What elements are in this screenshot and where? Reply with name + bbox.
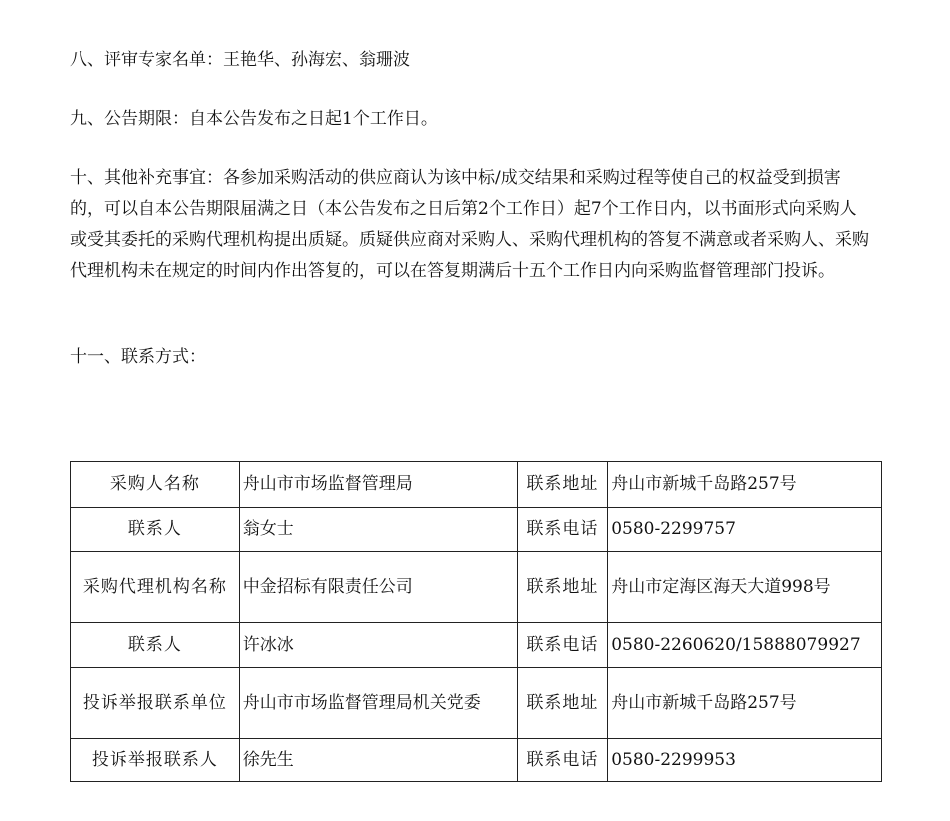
table-row <box>71 739 882 782</box>
table-row <box>71 462 882 508</box>
agency-contact-label: 联系人 <box>71 623 240 668</box>
purchaser-name-label: 采购人名称 <box>71 462 240 508</box>
complaint-phone-label: 联系电话 <box>517 739 608 782</box>
complaint-unit-label: 投诉举报联系单位 <box>71 668 240 739</box>
table-row <box>71 623 882 668</box>
purchaser-contact-value: 翁女士 <box>239 508 517 552</box>
complaint-unit-value: 舟山市市场监督管理局机关党委 <box>239 668 517 739</box>
experts-paragraph: 八、评审专家名单：王艳华、孙海宏、翁珊波 <box>70 50 410 70</box>
purchaser-phone-value: 0580-2299757 <box>608 508 882 552</box>
complaint-contact-value: 徐先生 <box>239 739 517 782</box>
complaint-address-value: 舟山市新城千岛路257号 <box>608 668 882 739</box>
table-row <box>71 552 882 623</box>
contact-heading: 十一、联系方式： <box>70 347 206 367</box>
complaint-contact-label: 投诉举报联系人 <box>71 739 240 782</box>
purchaser-name-value: 舟山市市场监督管理局 <box>239 462 517 508</box>
other-matters-paragraph: 十、其他补充事宜：各参加采购活动的供应商认为该中标/成交结果和采购过程等使自己的权益受到损害的，可以自本公告期限届满之日（本公告发布之日后第2个工作日）起7个工作日内，以书面形式向采购人或受其委托的采购代理机构提出质疑。质疑供应商对采购人、采购代理机构的答复不满意或者采购人、采购代理机构未在规定的时间内作出答复的，可以在答复期满后十五个工作日内向采购监督管理部门投诉。 <box>70 168 869 281</box>
notice-period-paragraph: 九、公告期限：自本公告发布之日起1个工作日。 <box>70 109 438 129</box>
agency-name-label: 采购代理机构名称 <box>71 552 240 623</box>
purchaser-contact-label: 联系人 <box>71 508 240 552</box>
agency-phone-value: 0580-2260620/15888079927 <box>608 623 882 668</box>
agency-address-label: 联系地址 <box>517 552 608 623</box>
agency-address-value: 舟山市定海区海天大道998号 <box>608 552 882 623</box>
agency-name-value: 中金招标有限责任公司 <box>239 552 517 623</box>
table-row <box>71 668 882 739</box>
purchaser-address-value: 舟山市新城千岛路257号 <box>608 462 882 508</box>
purchaser-phone-label: 联系电话 <box>517 508 608 552</box>
contact-table <box>70 461 882 782</box>
complaint-phone-value: 0580-2299953 <box>608 739 882 782</box>
table-row <box>71 508 882 552</box>
agency-phone-label: 联系电话 <box>517 623 608 668</box>
complaint-address-label: 联系地址 <box>517 668 608 739</box>
agency-contact-value: 许冰冰 <box>239 623 517 668</box>
purchaser-address-label: 联系地址 <box>517 462 608 508</box>
